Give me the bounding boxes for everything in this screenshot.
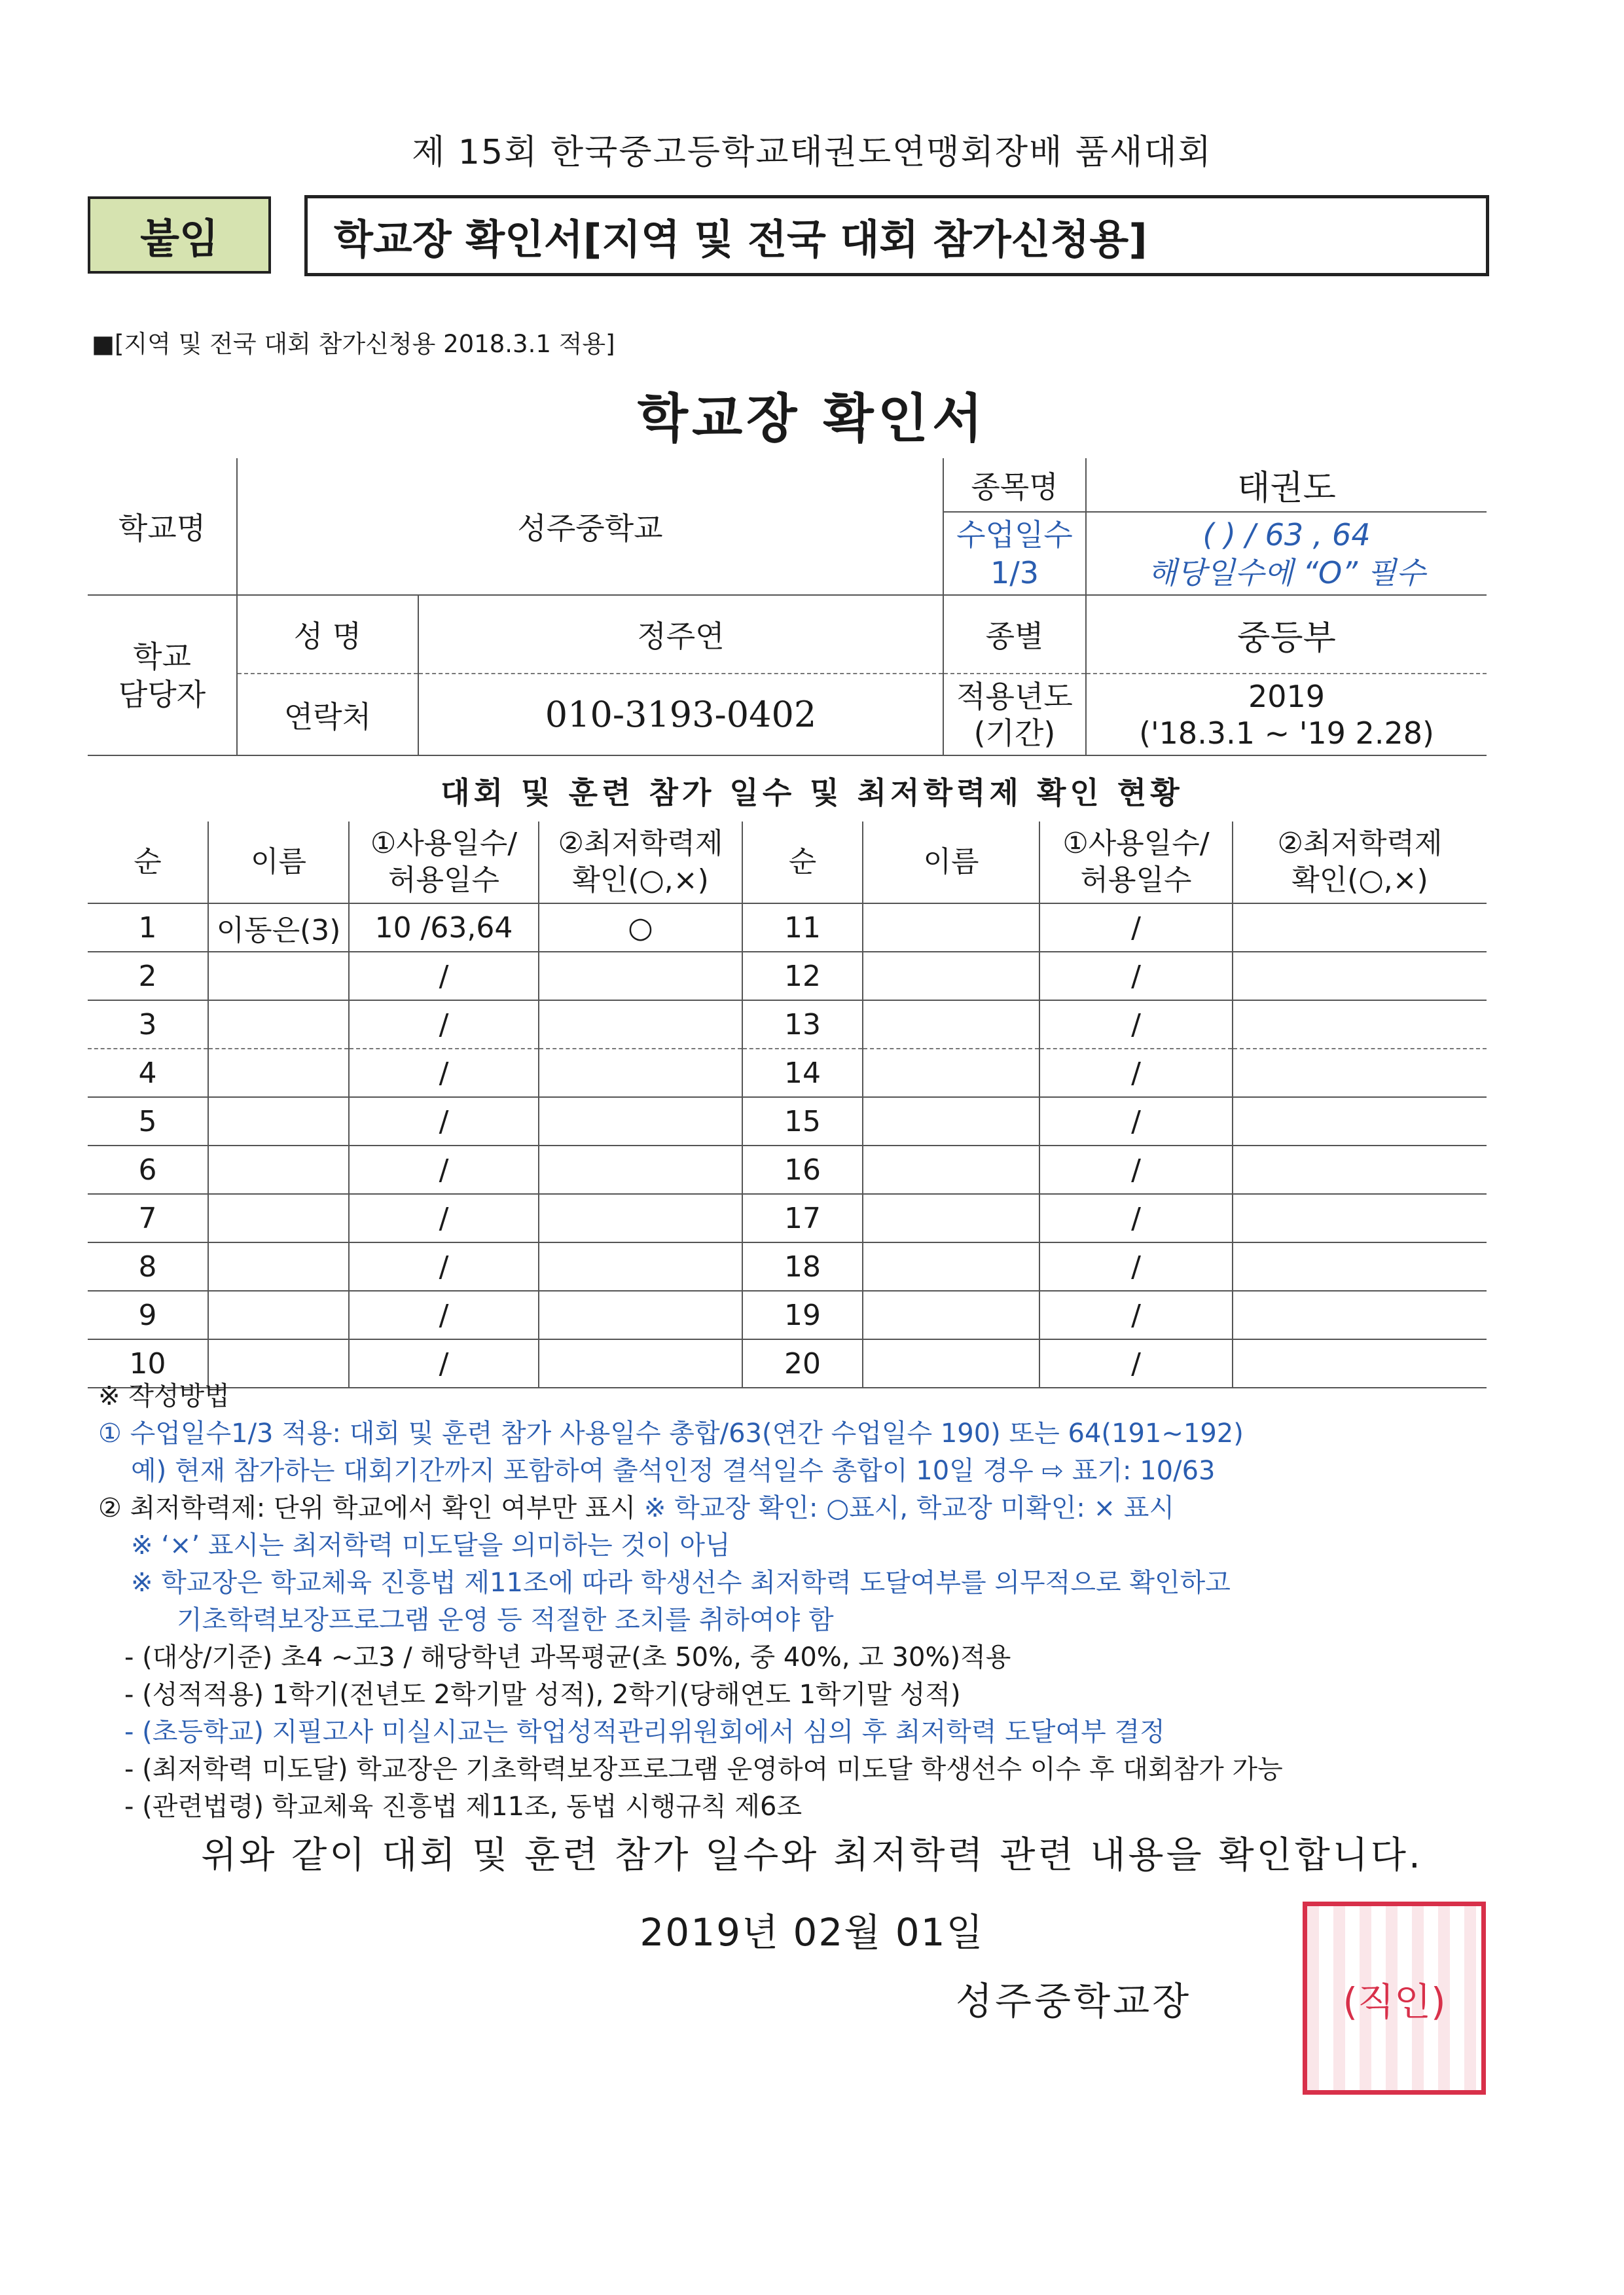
detail-3: - (초등학교) 지필고사 미실시교는 학업성적관리위원회에서 심의 후 최저학력 도달여부 결정 [124,1717,1165,1747]
attachment-label: 붙임 [88,196,271,274]
row-days: / [349,1242,539,1291]
row-days: / [1039,1242,1233,1291]
row-no: 4 [88,1049,208,1097]
table-row [88,1049,1487,1097]
row-days: / [349,1097,539,1146]
row-min-check [1233,1242,1487,1291]
row-name [863,1097,1039,1146]
header-min-line2: 확인(○,×) [1291,863,1428,897]
row-min-check [1233,1291,1487,1339]
row-days: / [1039,952,1233,1000]
row-name [863,903,1039,952]
confirmation-text: 위와 같이 대회 및 훈련 참가 일수와 최저학력 관련 내용을 확인합니다. [201,1834,1423,1877]
official-seal: (직인) [1303,1902,1486,2095]
row-no: 19 [742,1291,863,1339]
header-name-left: 이름 [208,822,349,903]
table-row [88,1291,1487,1339]
header-min-line2: 확인(○,×) [572,863,709,897]
header-days-line2: 허용일수 [388,863,499,897]
row-name [863,1291,1039,1339]
detail-4: - (최저학력 미도달) 학교장은 기초학력보장프로그램 운영하여 미도달 학생선수 이수 후 대회참가 가능 [124,1754,1283,1784]
header-days-left [349,822,539,903]
row-no: 2 [88,952,208,1000]
division-label: 종별 [943,595,1086,674]
school-info-table [88,458,1487,756]
class-days-value-line: ( ) / 63 , 64 [1202,516,1371,552]
notes-heading: ※ 작성방법 [98,1381,230,1411]
note-1a: ① 수업일수1/3 적용: 대회 및 훈련 참가 사용일수 총합/63(연간 수업일수 190) 또는 64(191~192) [98,1419,1244,1449]
row-days: / [349,1049,539,1097]
event-title: 제 15회 한국중고등학교태권도연맹회장배 품새대회 [412,133,1212,172]
row-days: / [349,1000,539,1049]
header-min-left [539,822,742,903]
row-min-check [539,1291,742,1339]
row-days: / [1039,1194,1233,1242]
application-note: ■[지역 및 전국 대회 참가신청용 2018.3.1 적용] [92,330,615,358]
row-min-check [1233,1049,1487,1097]
header-days-right [1039,822,1233,903]
table-row [88,1242,1487,1291]
note-1b: 예) 현재 참가하는 대회기간까지 포함하여 출석인정 결석일수 총합이 10일 경우 ⇨ 표기: 10/63 [131,1456,1216,1486]
row-no: 10 [88,1339,208,1388]
row-days: / [1039,1339,1233,1388]
row-no: 16 [742,1146,863,1194]
principal-name: 성주중학교장 [956,1979,1192,2023]
row-days: / [1039,1049,1233,1097]
row-days: / [1039,903,1233,952]
class-days-label-line2: 1/3 [990,554,1039,590]
row-name [208,1242,349,1291]
event-label: 종목명 [943,458,1086,512]
table-row [88,903,1487,952]
row-days: / [349,1291,539,1339]
row-name [208,952,349,1000]
row-no: 6 [88,1146,208,1194]
school-name-label: 학교명 [88,458,237,595]
row-no: 20 [742,1339,863,1388]
row-no: 5 [88,1097,208,1146]
year-label-line2: (기간) [973,715,1056,751]
row-name [208,1194,349,1242]
row-name: 이동은(3) [208,903,349,952]
row-no: 18 [742,1242,863,1291]
row-min-check [539,1049,742,1097]
row-name [208,1000,349,1049]
contact-label: 연락처 [237,674,418,755]
row-days: / [1039,1000,1233,1049]
row-name [863,952,1039,1000]
row-no: 12 [742,952,863,1000]
row-name [863,1000,1039,1049]
header-min-right [1233,822,1487,903]
detail-5: - (관련법령) 학교체육 진흥법 제11조, 동법 시행규칙 제6조 [124,1792,803,1822]
row-days: / [349,1339,539,1388]
detail-1: - (대상/기준) 초4 ~고3 / 해당학년 과목평균(초 50%, 중 40%, 고 30%)적용 [124,1642,1011,1672]
row-days: / [349,1194,539,1242]
event-value: 태권도 [1086,458,1487,512]
row-min-check [539,1194,742,1242]
table-row [88,1194,1487,1242]
issue-date: 2019년 02월 01일 [640,1910,984,1955]
table-row [88,952,1487,1000]
year-value-line: 2019 [1248,678,1326,714]
class-days-value [1086,512,1487,595]
year-period: ('18.3.1 ~ '19 2.28) [1139,715,1434,751]
note-4a: ※ 학교장은 학교체육 진흥법 제11조에 따라 학생선수 최저학력 도달여부를 의무적으로 확인하고 [131,1568,1231,1598]
table-row [88,1097,1487,1146]
header-days-line1: ①사용일수/ [1062,827,1210,860]
row-days: / [1039,1291,1233,1339]
note-2 [98,1490,1519,1527]
row-name [208,1291,349,1339]
row-name [208,1097,349,1146]
year-value [1086,674,1487,755]
section-title: 대회 및 훈련 참가 일수 및 최저학력제 확인 현황 [441,775,1183,810]
class-days-label-line1: 수업일수 [956,516,1073,552]
row-no: 1 [88,903,208,952]
row-no: 8 [88,1242,208,1291]
row-min-check [1233,903,1487,952]
detail-2: - (성적적용) 1학기(전년도 2학기말 성적), 2학기(당해연도 1학기말 성적) [124,1680,961,1710]
class-days-note: 해당일수에 “O” 필수 [1147,554,1426,590]
row-min-check [539,1097,742,1146]
name-label: 성 명 [237,595,418,674]
row-name [863,1194,1039,1242]
row-name [863,1049,1039,1097]
document-title: 학교장 확인서 [637,388,987,449]
row-min-check [539,1146,742,1194]
row-min-check [1233,952,1487,1000]
writing-instructions [98,1378,1519,1826]
row-min-check: ○ [539,903,742,952]
name-value: 정주연 [418,595,943,674]
row-days: / [1039,1146,1233,1194]
note-2b: ※ 학교장 확인: ○표시, 학교장 미확인: × 표시 [643,1493,1175,1523]
header-days-line2: 허용일수 [1080,863,1192,897]
note-4b: 기초학력보장프로그램 운영 등 적절한 조치를 취하여야 함 [177,1605,834,1635]
row-name [863,1146,1039,1194]
header-days-line1: ①사용일수/ [370,827,518,860]
row-min-check [539,1242,742,1291]
attachment-title: 학교장 확인서[지역 및 전국 대회 참가신청용] [304,195,1489,276]
staff-label-line2: 담당자 [118,676,206,712]
division-value: 중등부 [1086,595,1487,674]
row-name [208,1049,349,1097]
row-days: 10 /63,64 [349,903,539,952]
table-row [88,1146,1487,1194]
row-no: 13 [742,1000,863,1049]
row-days: / [1039,1097,1233,1146]
row-min-check [1233,1097,1487,1146]
row-name [863,1242,1039,1291]
row-no: 7 [88,1194,208,1242]
class-days-label [943,512,1086,595]
header-min-line1: ②최저학력제 [1277,827,1443,860]
row-min-check [1233,1146,1487,1194]
row-no: 14 [742,1049,863,1097]
year-label-line1: 적용년도 [956,678,1073,714]
note-2a: ② 최저학력제: 단위 학교에서 확인 여부만 표시 [98,1493,636,1523]
row-name [208,1146,349,1194]
staff-label [88,595,237,755]
year-label [943,674,1086,755]
row-no: 15 [742,1097,863,1146]
staff-label-line1: 학교 [133,638,191,674]
row-days: / [349,952,539,1000]
table-row [88,1000,1487,1049]
contact-value: 010-3193-0402 [418,674,943,755]
row-days: / [349,1146,539,1194]
row-no: 17 [742,1194,863,1242]
row-no: 9 [88,1291,208,1339]
header-name-right: 이름 [863,822,1039,903]
note-3: ※ ‘×’ 표시는 최저학력 미도달을 의미하는 것이 아님 [131,1530,731,1561]
header-min-line1: ②최저학력제 [558,827,723,860]
row-min-check [539,1000,742,1049]
row-no: 11 [742,903,863,952]
school-name-value: 성주중학교 [237,458,943,595]
participation-table [88,822,1487,1388]
row-min-check [539,952,742,1000]
header-no-right: 순 [742,822,863,903]
row-min-check [1233,1194,1487,1242]
row-no: 3 [88,1000,208,1049]
row-min-check [1233,1000,1487,1049]
header-no-left: 순 [88,822,208,903]
participation-rows [88,903,1487,1388]
